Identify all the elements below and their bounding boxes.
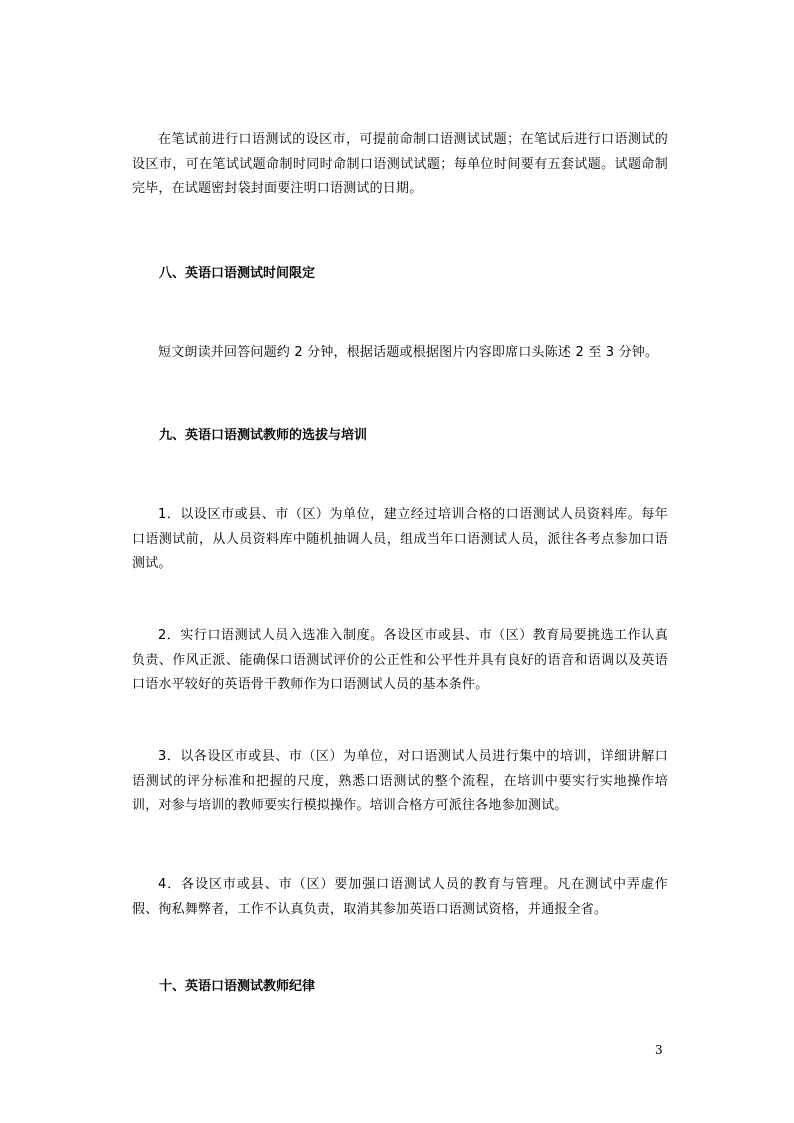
list-item-4: 4．各设区市或县、市（区）要加强口语测试人员的教育与管理。凡在测试中弄虚作假、徇私舞弊者，工作不认真负责，取消其参加英语口语测试资格，并通报全省。 — [132, 877, 668, 917]
page-number: 3 — [655, 1043, 663, 1057]
section-heading-9: 九、英语口语测试教师的选拔与培训 — [159, 428, 368, 443]
paragraph-time-limit: 短文朗读并回答问题约 2 分钟，根据话题或根据图片内容即席口头陈述 2 至 3 分钟。 — [158, 345, 659, 360]
list-item-1: 1．以设区市或县、市（区）为单位，建立经过培训合格的口语测试人员资料库。每年口语测试前，从人员资料库中随机抽调人员，组成当年口语测试人员，派往各考点参加口语测试。 — [132, 507, 668, 571]
list-item-2: 2．实行口语测试人员入选准入制度。各设区市或县、市（区）教育局要挑选工作认真负责、作风正派、能确保口语测试评价的公正性和公平性并具有良好的语音和语调以及英语口语水平较好的英语骨干教师作为口语测试人员的基本条件。 — [132, 628, 668, 692]
paragraph-exam-timing: 在笔试前进行口语测试的设区市，可提前命制口语测试试题；在笔试后进行口语测试的设区市，可在笔试试题命制时同时命制口语测试试题；每单位时间要有五套试题。试题命制完毕，在试题密封袋封面要注明口语测试的日期。 — [132, 132, 668, 196]
section-heading-8: 八、英语口语测试时间限定 — [159, 266, 316, 281]
list-item-3: 3．以各设区市或县、市（区）为单位，对口语测试人员进行集中的培训，详细讲解口语测试的评分标准和把握的尺度，熟悉口语测试的整个流程，在培训中要实行实地操作培训，对参与培训的教师要实行模拟操作。培训合格方可派往各地参加测试。 — [132, 749, 668, 813]
section-heading-10: 十、英语口语测试教师纪律 — [159, 979, 316, 994]
